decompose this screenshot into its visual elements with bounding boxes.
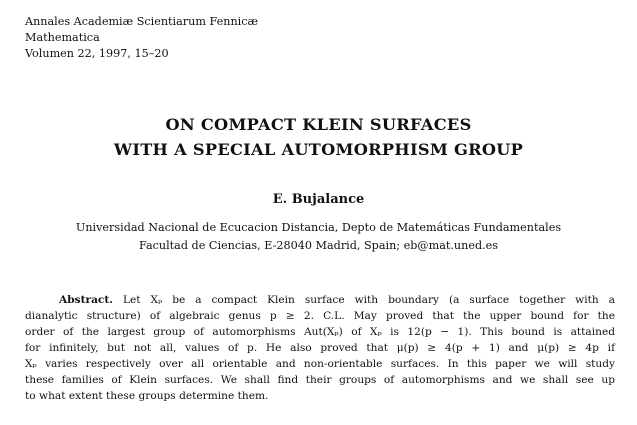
abstract-label: Abstract. (59, 294, 113, 306)
abstract-line-4: for infinitely, but not all, values of p. He also proved that μ(p) ≥ 4(p + 1) and μ(p) ≥ 4p if (25, 342, 615, 354)
journal-volume: Volumen 22, 1997, 15–20 (25, 47, 169, 60)
abstract-line-6: these families of Klein surfaces. We shall find their groups of automorphisms and we shall see up (25, 374, 615, 386)
abstract (25, 292, 615, 404)
journal-section: Mathematica (25, 31, 100, 44)
abstract-text: Let Xₚ be a compact Klein surface with boundary (a surface together with a (122, 294, 615, 306)
author-affiliation (0, 219, 637, 255)
paper-title-line-1: ON COMPACT KLEIN SURFACES (165, 115, 472, 134)
abstract-line-2: dianalytic structure) of algebraic genus p ≥ 2. C.L. May proved that the upper bound for the (25, 310, 615, 322)
abstract-line-3: order of the largest group of automorphisms Aut(Xₚ) of Xₚ is 12(p − 1). This bound is attained (25, 326, 615, 338)
abstract-line-7: to what extent these groups determine them. (25, 390, 269, 402)
journal-name: Annales Academiæ Scientiarum Fennicæ (25, 15, 259, 28)
affiliation-line-2: Facultad de Ciencias, E-28040 Madrid, Spain; eb@mat.uned.es (138, 239, 499, 252)
paper-title (0, 112, 637, 162)
abstract-line-1 (25, 292, 615, 308)
affiliation-line-1: Universidad Nacional de Ecucacion Distancia, Depto de Matemáticas Fundamentales (75, 221, 562, 234)
journal-header (25, 14, 258, 62)
paper-title-line-2: WITH A SPECIAL AUTOMORPHISM GROUP (113, 140, 524, 159)
abstract-line-5: Xₚ varies respectively over all orientable and non-orientable surfaces. In this paper we will study (25, 358, 615, 370)
author-name: E. Bujalance (272, 192, 365, 207)
